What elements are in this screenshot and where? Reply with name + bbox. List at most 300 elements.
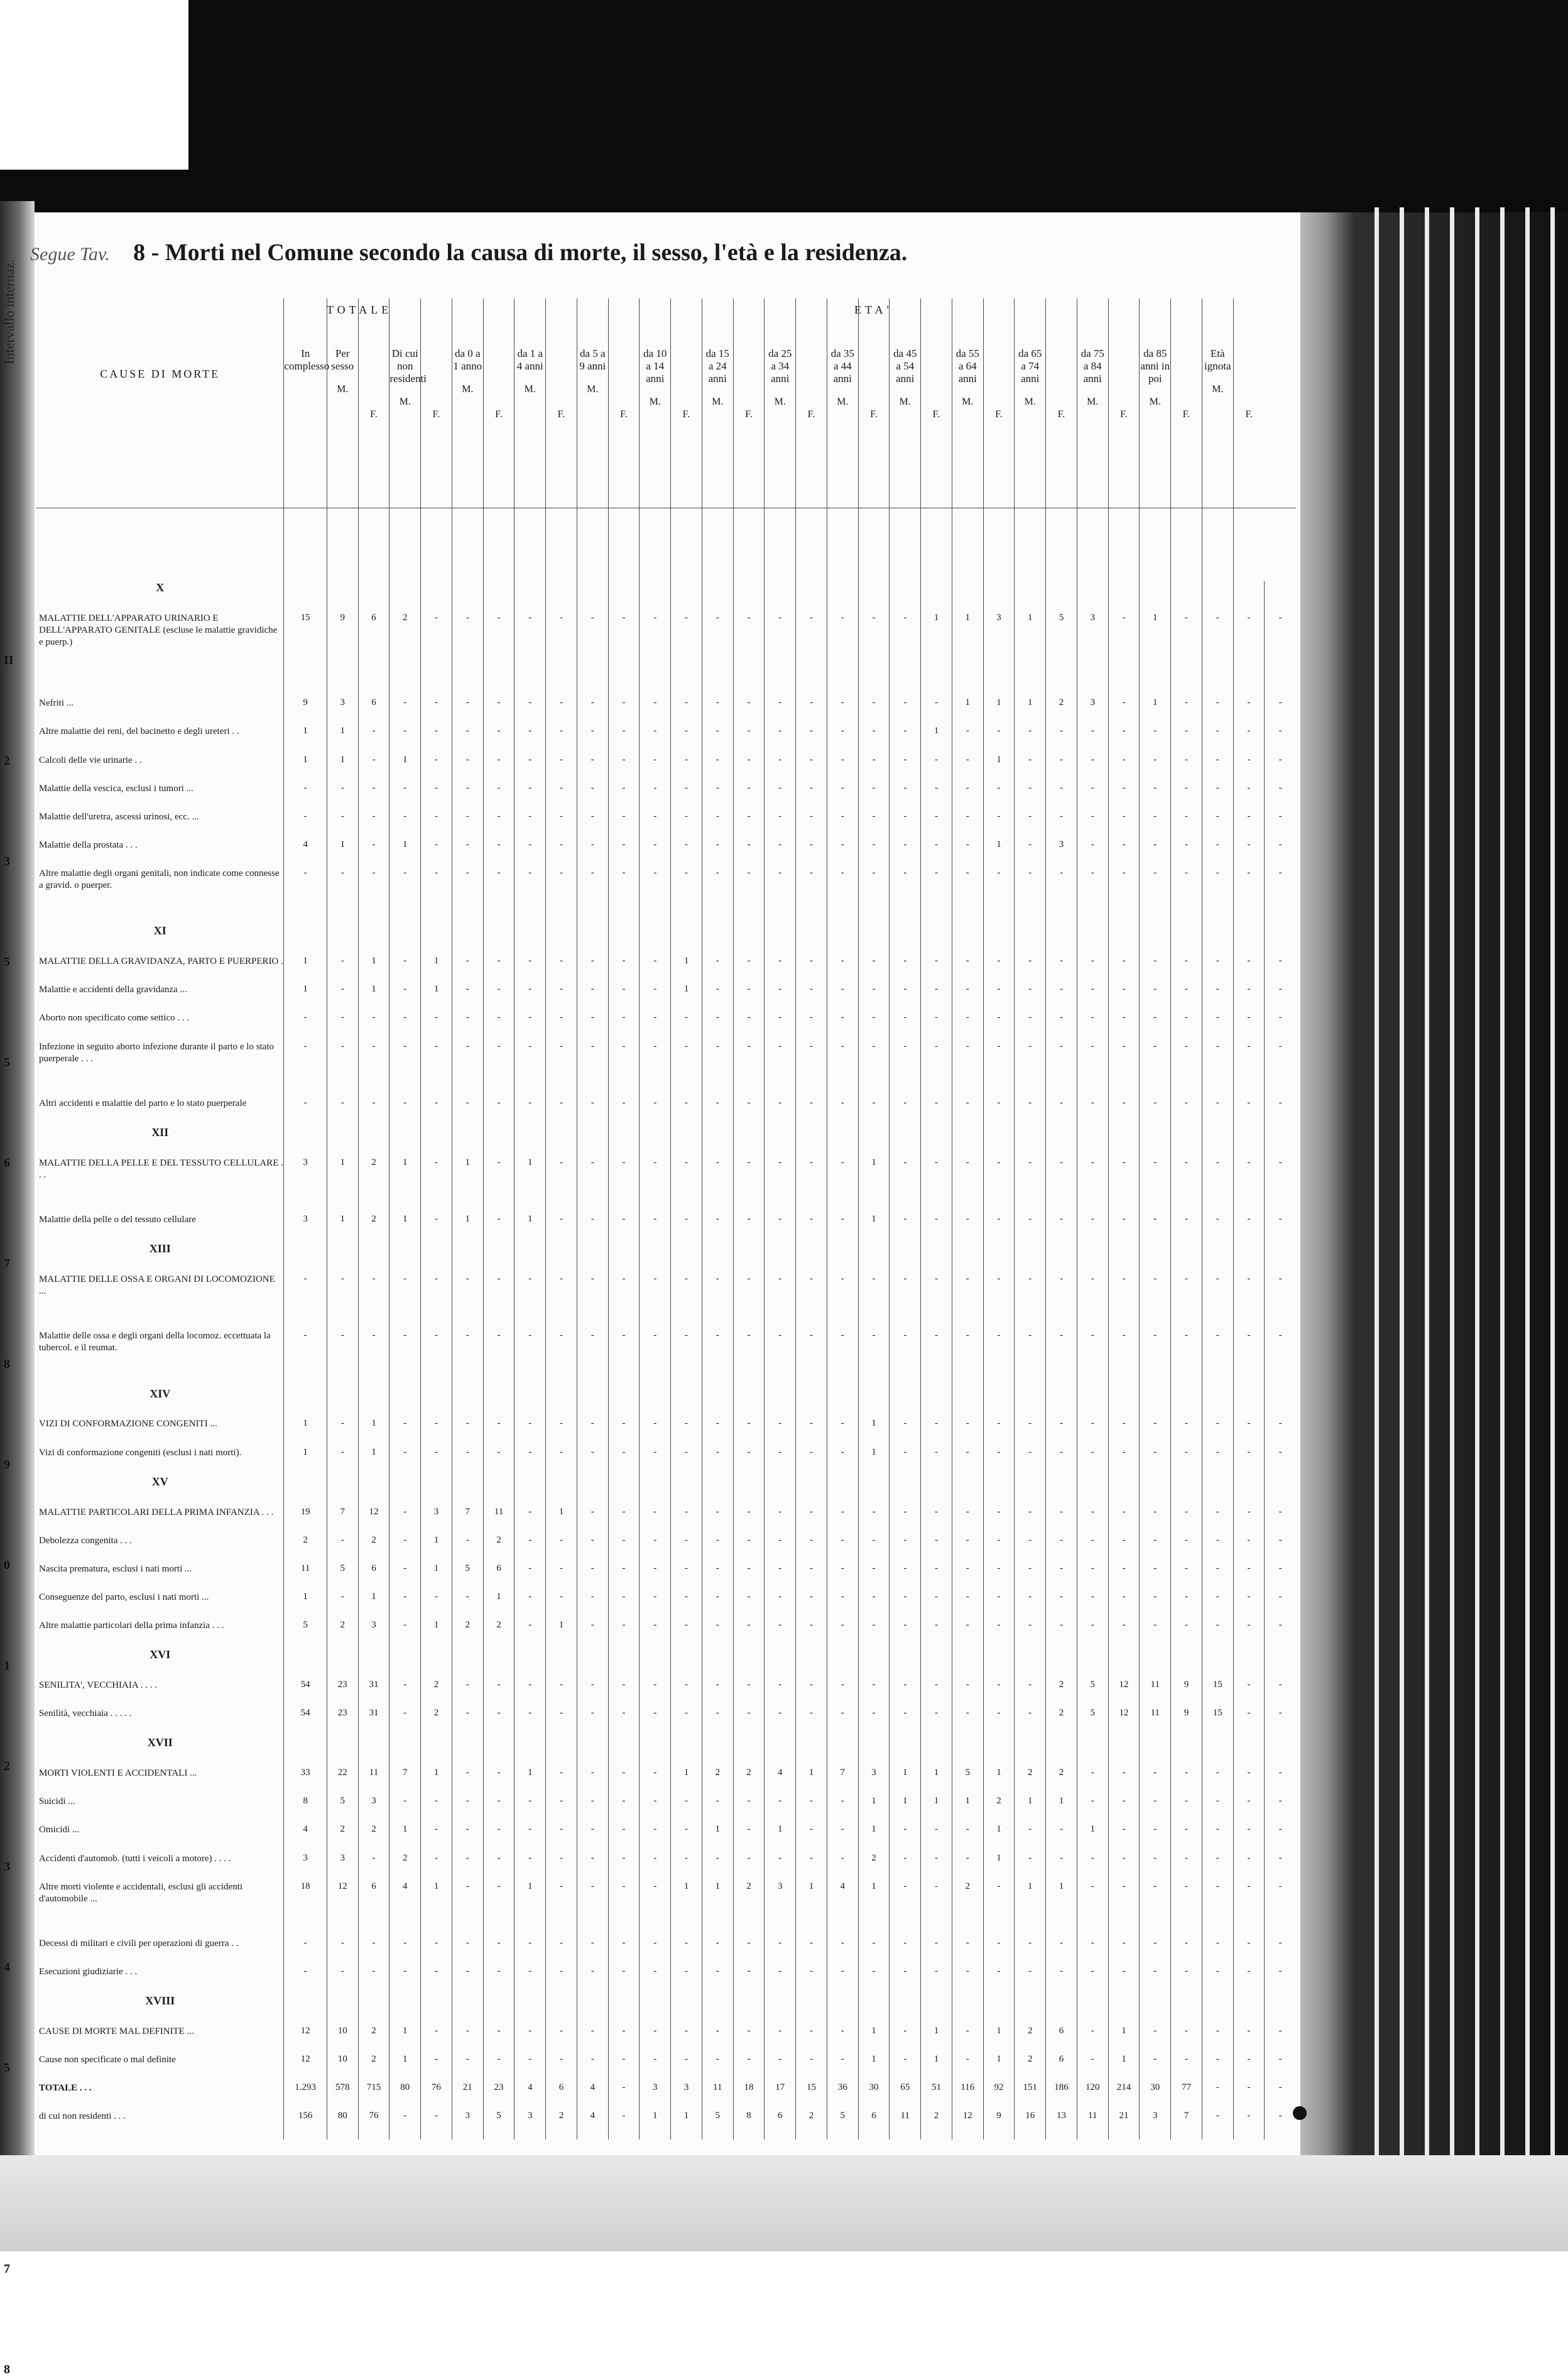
value-cell: -: [1108, 697, 1140, 726]
value-cell: -: [608, 811, 640, 839]
value-cell: [1046, 1994, 1077, 2026]
value-cell: [733, 1736, 765, 1768]
value-cell: [733, 1648, 765, 1680]
value-cell: -: [1265, 726, 1296, 754]
value-cell: [1171, 1648, 1202, 1680]
value-cell: [1077, 581, 1108, 613]
value-cell: 1: [796, 1768, 827, 1796]
header-sex-f: F.: [432, 409, 440, 420]
value-cell: -: [1265, 1330, 1296, 1387]
value-cell: -: [983, 1214, 1015, 1242]
value-cell: -: [796, 1274, 827, 1330]
value-cell: [1202, 1648, 1233, 1680]
value-cell: 76: [421, 2082, 452, 2111]
value-cell: [671, 1648, 702, 1680]
value-cell: -: [765, 1098, 796, 1126]
value-cell: -: [1265, 2054, 1296, 2082]
value-cell: [1077, 1126, 1108, 1157]
value-cell: -: [827, 1708, 858, 1736]
value-cell: -: [1233, 1824, 1265, 1852]
value-cell: 1: [421, 1881, 452, 1938]
value-cell: [327, 1242, 358, 1274]
value-cell: -: [1015, 839, 1046, 868]
value-cell: -: [1202, 1041, 1233, 1098]
value-cell: -: [796, 726, 827, 754]
value-cell: -: [608, 2082, 640, 2111]
value-cell: -: [1202, 1157, 1233, 1214]
value-cell: -: [483, 783, 514, 811]
value-cell: -: [640, 726, 671, 754]
value-cell: -: [389, 2111, 421, 2139]
value-cell: [284, 1475, 327, 1507]
value-cell: -: [483, 956, 514, 984]
value-cell: 23: [327, 1680, 358, 1708]
value-cell: 1: [952, 1796, 983, 1824]
value-cell: -: [1015, 1563, 1046, 1592]
value-cell: -: [1233, 868, 1265, 924]
value-cell: [921, 581, 952, 613]
value-cell: -: [483, 1447, 514, 1475]
value-cell: -: [483, 839, 514, 868]
value-cell: -: [1233, 1708, 1265, 1736]
value-cell: 1: [1077, 1824, 1108, 1852]
table-row: [36, 1041, 1296, 1098]
value-cell: -: [1015, 1330, 1046, 1387]
value-cell: -: [1265, 783, 1296, 811]
value-cell: -: [1202, 1768, 1233, 1796]
value-cell: [1015, 1475, 1046, 1507]
edge-row-number: 8: [4, 1357, 10, 1371]
value-cell: -: [1046, 1966, 1077, 1994]
value-cell: -: [671, 783, 702, 811]
value-cell: [1202, 1387, 1233, 1419]
header-age-5-f: [796, 298, 827, 581]
value-cell: 3: [284, 1157, 327, 1214]
table-row: [36, 2054, 1296, 2082]
value-cell: 80: [327, 2111, 358, 2139]
value-cell: -: [952, 1507, 983, 1535]
value-cell: -: [577, 1041, 608, 1098]
value-cell: [702, 1126, 733, 1157]
value-cell: [858, 1994, 890, 2026]
value-cell: -: [733, 839, 765, 868]
value-cell: -: [1233, 1853, 1265, 1881]
value-cell: -: [1077, 984, 1108, 1012]
value-cell: -: [952, 1966, 983, 1994]
value-cell: -: [733, 1041, 765, 1098]
value-cell: -: [1171, 839, 1202, 868]
value-cell: 2: [284, 1535, 327, 1563]
table-row: [36, 1418, 1296, 1446]
value-cell: 1: [671, 956, 702, 984]
value-cell: [577, 924, 608, 956]
value-cell: -: [452, 1966, 483, 1994]
value-cell: -: [921, 1098, 952, 1126]
value-cell: -: [1171, 697, 1202, 726]
value-cell: [1233, 1994, 1265, 2026]
value-cell: -: [1202, 1330, 1233, 1387]
value-cell: -: [952, 1708, 983, 1736]
value-cell: -: [1202, 1938, 1233, 1966]
value-cell: -: [858, 783, 890, 811]
value-cell: -: [796, 839, 827, 868]
value-cell: -: [640, 1012, 671, 1041]
value-cell: -: [452, 1853, 483, 1881]
value-cell: -: [421, 2111, 452, 2139]
value-cell: 2: [421, 1680, 452, 1708]
value-cell: -: [546, 1966, 577, 1994]
value-cell: -: [702, 1418, 733, 1446]
value-cell: -: [1015, 1966, 1046, 1994]
value-cell: -: [1046, 956, 1077, 984]
value-cell: -: [671, 1447, 702, 1475]
value-cell: -: [483, 613, 514, 697]
value-cell: -: [514, 1680, 546, 1708]
value-cell: -: [796, 1796, 827, 1824]
value-cell: 12: [952, 2111, 983, 2139]
value-cell: -: [983, 811, 1015, 839]
value-cell: [702, 581, 733, 613]
value-cell: [952, 924, 983, 956]
value-cell: -: [546, 1592, 577, 1620]
value-cell: [421, 1736, 452, 1768]
value-cell: -: [827, 1012, 858, 1041]
value-cell: -: [858, 726, 890, 754]
value-cell: -: [358, 868, 389, 924]
cause-label: Malattie della prostata . . .: [39, 839, 138, 850]
value-cell: -: [1140, 726, 1171, 754]
value-cell: -: [1077, 1157, 1108, 1214]
value-cell: -: [1077, 1563, 1108, 1592]
value-cell: 1: [858, 1796, 890, 1824]
value-cell: 7: [389, 1768, 421, 1796]
header-sex-m: M.: [1149, 396, 1161, 407]
value-cell: -: [1171, 1041, 1202, 1098]
header-age-10-m: [1077, 298, 1108, 581]
value-cell: 1: [671, 1768, 702, 1796]
value-cell: -: [577, 1274, 608, 1330]
value-cell: -: [577, 1563, 608, 1592]
value-cell: 23: [327, 1708, 358, 1736]
value-cell: -: [827, 1853, 858, 1881]
value-cell: -: [452, 1680, 483, 1708]
value-cell: -: [514, 2026, 546, 2054]
value-cell: -: [546, 1938, 577, 1966]
value-cell: [327, 1126, 358, 1157]
value-cell: -: [452, 1881, 483, 1938]
value-cell: [284, 581, 327, 613]
value-cell: -: [483, 984, 514, 1012]
value-cell: [890, 924, 921, 956]
value-cell: [1202, 1126, 1233, 1157]
value-cell: 15: [1202, 1680, 1233, 1708]
value-cell: -: [640, 868, 671, 924]
value-cell: -: [1140, 1447, 1171, 1475]
value-cell: -: [1140, 755, 1171, 783]
value-cell: [608, 1475, 640, 1507]
value-cell: -: [577, 1214, 608, 1242]
value-cell: -: [796, 1041, 827, 1098]
value-cell: -: [1171, 1966, 1202, 1994]
value-cell: -: [765, 1157, 796, 1214]
value-cell: -: [1233, 1447, 1265, 1475]
value-cell: -: [890, 1881, 921, 1938]
value-cell: -: [952, 1330, 983, 1387]
value-cell: -: [358, 726, 389, 754]
value-cell: -: [702, 613, 733, 697]
value-cell: -: [640, 1563, 671, 1592]
value-cell: 5: [827, 2111, 858, 2139]
header-sex-m: M.: [899, 396, 911, 407]
header-age-1-m: [514, 298, 546, 581]
value-cell: -: [796, 1708, 827, 1736]
value-cell: -: [1140, 1214, 1171, 1242]
value-cell: [1046, 1242, 1077, 1274]
edge-row-number: 6: [4, 1156, 10, 1170]
header-sex-f: F.: [807, 409, 815, 420]
value-cell: 3: [765, 1881, 796, 1938]
value-cell: [827, 1648, 858, 1680]
value-cell: -: [421, 811, 452, 839]
value-cell: -: [1015, 783, 1046, 811]
header-age-10-f: [1108, 298, 1140, 581]
value-cell: -: [983, 1966, 1015, 1994]
value-cell: -: [1046, 1012, 1077, 1041]
value-cell: -: [1015, 1012, 1046, 1041]
value-cell: 2: [1015, 2054, 1046, 2082]
header-age-5-m: [765, 298, 796, 581]
value-cell: -: [608, 1157, 640, 1214]
value-cell: [452, 1648, 483, 1680]
value-cell: -: [796, 1330, 827, 1387]
value-cell: -: [514, 1012, 546, 1041]
value-cell: -: [858, 1708, 890, 1736]
header-age-3-label: da 10 a 14 anni: [643, 347, 667, 385]
value-cell: -: [1108, 1881, 1140, 1938]
value-cell: 578: [327, 2082, 358, 2111]
value-cell: -: [577, 984, 608, 1012]
value-cell: [327, 1387, 358, 1419]
value-cell: 1: [546, 1620, 577, 1648]
value-cell: -: [640, 1157, 671, 1214]
value-cell: [640, 1475, 671, 1507]
value-cell: -: [796, 1938, 827, 1966]
value-cell: -: [921, 1592, 952, 1620]
value-cell: [284, 1242, 327, 1274]
value-cell: [890, 1475, 921, 1507]
value-cell: -: [608, 726, 640, 754]
value-cell: -: [1046, 1098, 1077, 1126]
value-cell: -: [827, 1507, 858, 1535]
value-cell: -: [640, 1796, 671, 1824]
page-edge-line: [1525, 207, 1530, 2205]
value-cell: 1: [702, 1824, 733, 1852]
value-cell: [389, 1736, 421, 1768]
value-cell: -: [1077, 1853, 1108, 1881]
value-cell: [1015, 1387, 1046, 1419]
value-cell: -: [827, 1620, 858, 1648]
value-cell: -: [1140, 1330, 1171, 1387]
value-cell: -: [327, 811, 358, 839]
value-cell: -: [452, 1824, 483, 1852]
value-cell: [452, 1242, 483, 1274]
value-cell: -: [1233, 1796, 1265, 1824]
value-cell: -: [890, 1824, 921, 1852]
value-cell: [827, 1736, 858, 1768]
value-cell: [284, 1126, 327, 1157]
header-sex-m: M.: [337, 384, 349, 395]
value-cell: -: [858, 1330, 890, 1387]
value-cell: -: [389, 1418, 421, 1446]
value-cell: 6: [358, 697, 389, 726]
value-cell: -: [1202, 956, 1233, 984]
value-cell: -: [733, 2054, 765, 2082]
value-cell: -: [327, 1592, 358, 1620]
value-cell: -: [1108, 839, 1140, 868]
value-cell: 54: [284, 1708, 327, 1736]
value-cell: -: [284, 1098, 327, 1126]
value-cell: -: [671, 755, 702, 783]
header-eta: ETA': [854, 303, 893, 316]
value-cell: -: [983, 1041, 1015, 1098]
value-cell: -: [796, 1214, 827, 1242]
value-cell: -: [1140, 783, 1171, 811]
value-cell: [421, 924, 452, 956]
title-text: 8 - Morti nel Comune secondo la causa di morte, il sesso, l'età e la residenza.: [133, 239, 908, 266]
value-cell: [765, 1994, 796, 2026]
value-cell: 1: [921, 1768, 952, 1796]
value-cell: 5: [452, 1563, 483, 1592]
value-cell: 3: [1077, 697, 1108, 726]
value-cell: -: [608, 1881, 640, 1938]
cause-label: Malattie delle ossa e degli organi della locomoz. eccettuata la tubercol. e il reumat.: [39, 1331, 271, 1353]
value-cell: -: [1233, 1563, 1265, 1592]
value-cell: [1140, 924, 1171, 956]
table-row: [36, 1535, 1296, 1563]
value-cell: -: [608, 697, 640, 726]
value-cell: -: [858, 755, 890, 783]
value-cell: [983, 1994, 1015, 2026]
value-cell: -: [1140, 1535, 1171, 1563]
cause-label: Omicidi ...: [39, 1825, 80, 1835]
value-cell: -: [1265, 1098, 1296, 1126]
value-cell: -: [1046, 783, 1077, 811]
group-label: XVII: [147, 1736, 173, 1749]
value-cell: -: [1265, 1620, 1296, 1648]
value-cell: [1108, 581, 1140, 613]
value-cell: -: [1108, 1768, 1140, 1796]
value-cell: -: [827, 1824, 858, 1852]
value-cell: -: [1233, 1041, 1265, 1098]
value-cell: 11: [890, 2111, 921, 2139]
value-cell: -: [702, 1330, 733, 1387]
value-cell: -: [702, 984, 733, 1012]
value-cell: -: [1108, 956, 1140, 984]
cause-label: Cause non specificate o mal definite: [39, 2055, 176, 2065]
value-cell: -: [483, 1824, 514, 1852]
value-cell: -: [1265, 1012, 1296, 1041]
value-cell: 1: [858, 1157, 890, 1214]
value-cell: -: [983, 1938, 1015, 1966]
value-cell: -: [952, 1535, 983, 1563]
value-cell: -: [1265, 2026, 1296, 2054]
value-cell: -: [1265, 1507, 1296, 1535]
value-cell: 2: [483, 1535, 514, 1563]
table-row: [36, 1824, 1296, 1852]
value-cell: -: [1077, 1274, 1108, 1330]
value-cell: 4: [284, 839, 327, 868]
value-cell: -: [546, 783, 577, 811]
value-cell: -: [421, 1447, 452, 1475]
value-cell: -: [702, 1853, 733, 1881]
value-cell: 4: [765, 1768, 796, 1796]
value-cell: -: [1233, 1098, 1265, 1126]
value-cell: 1: [921, 613, 952, 697]
value-cell: [577, 1736, 608, 1768]
value-cell: [733, 924, 765, 956]
value-cell: [921, 1994, 952, 2026]
value-cell: [546, 1242, 577, 1274]
value-cell: 1: [284, 984, 327, 1012]
scan-border-top: [188, 0, 1568, 214]
table-row: [36, 726, 1296, 754]
header-age-9-label: da 65 a 74 anni: [1018, 347, 1042, 385]
header-age-6-m: [827, 298, 858, 581]
value-cell: -: [733, 1824, 765, 1852]
cause-label: Vizi di conformazione congeniti (esclusi i nati morti).: [39, 1447, 242, 1458]
value-cell: 9: [1171, 1680, 1202, 1708]
value-cell: [421, 1648, 452, 1680]
value-cell: -: [1108, 1157, 1140, 1214]
header-age-8-label: da 55 a 64 anni: [956, 347, 979, 385]
value-cell: -: [1046, 1041, 1077, 1098]
group-row: [36, 924, 1296, 956]
value-cell: 2: [358, 2054, 389, 2082]
value-cell: [1265, 1242, 1296, 1274]
value-cell: [640, 1242, 671, 1274]
cause-label: Calcoli delle vie urinarie . .: [39, 755, 142, 765]
cause-label: Altre malattie particolari della prima infanzia . . .: [39, 1620, 224, 1631]
value-cell: 214: [1108, 2082, 1140, 2111]
value-cell: -: [1046, 1418, 1077, 1446]
value-cell: [952, 1648, 983, 1680]
value-cell: [765, 1736, 796, 1768]
value-cell: [765, 1387, 796, 1419]
value-cell: -: [765, 783, 796, 811]
value-cell: -: [577, 613, 608, 697]
value-cell: 5: [327, 1796, 358, 1824]
cause-label: Altre malattie dei reni, del bacinetto e degli ureteri . .: [39, 726, 239, 737]
cause-label: SENILITA', VECCHIAIA . . . .: [39, 1680, 157, 1691]
value-cell: -: [389, 1938, 421, 1966]
header-age-2-m: [577, 298, 608, 581]
value-cell: -: [1202, 613, 1233, 697]
value-cell: -: [1233, 2054, 1265, 2082]
value-cell: -: [608, 1768, 640, 1796]
value-cell: -: [421, 2054, 452, 2082]
value-cell: [1140, 1736, 1171, 1768]
header-sex-f: F.: [745, 409, 753, 420]
value-cell: 2: [358, 1824, 389, 1852]
value-cell: [1171, 924, 1202, 956]
value-cell: 1: [514, 1157, 546, 1214]
value-cell: [796, 924, 827, 956]
value-cell: -: [1171, 755, 1202, 783]
value-cell: -: [952, 1680, 983, 1708]
value-cell: 1: [921, 2054, 952, 2082]
header-sex-f: F.: [1057, 409, 1065, 420]
cause-label: Accidenti d'automob. (tutti i veicoli a motore) . . . .: [39, 1853, 231, 1864]
